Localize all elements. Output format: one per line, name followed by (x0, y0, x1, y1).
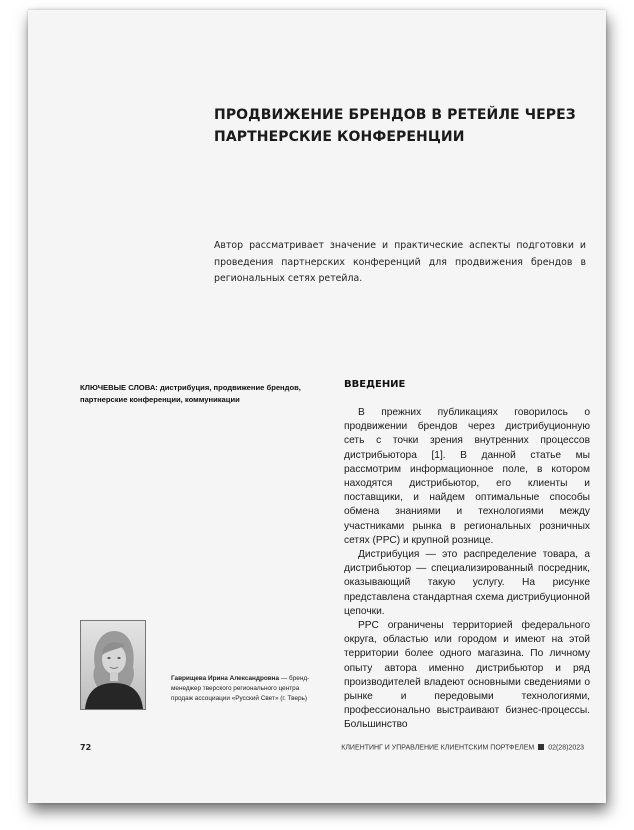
article-body (344, 406, 590, 733)
article-title: ПРОДВИЖЕНИЕ БРЕНДОВ В РЕТЕЙЛЕ ЧЕРЕЗ ПАРТНЕРСКИЕ КОНФЕРЕНЦИИ (214, 107, 576, 145)
author-portrait-icon (81, 621, 145, 709)
author-info (171, 674, 321, 704)
keywords: КЛЮЧЕВЫЕ СЛОВА: дистрибуция, продвижение брендов, партнерские конференции, коммуникации (80, 383, 301, 404)
body-paragraph: РРС ограничены территорией федерального округа, областью или городом и имеют на этой территории более одного магазина. По личному опыту автора именно дистрибьютор и ряд производителей владеют основными сведениями о рынке и передовыми технологиями, профессионально выстраивают бизнес-процессы. Большинство (344, 620, 590, 731)
page-number: 72 (80, 743, 92, 752)
introduction-heading: ВВЕДЕНИЕ (344, 379, 406, 390)
issue-number: 02(28)2023 (548, 744, 584, 752)
journal-name: КЛИЕНТИНГ И УПРАВЛЕНИЕ КЛИЕНТСКИМ ПОРТФЕЛЕМ (341, 744, 535, 752)
square-separator-icon (538, 744, 544, 750)
running-footer (341, 744, 584, 752)
author-description: — бренд-менеджер тверского регионального центра продаж ассоциации «Русский Свет» (г. Тверь) (171, 675, 310, 702)
author-name: Гаврищева Ирина Александровна (171, 675, 280, 682)
article-abstract: Автор рассматривает значение и практические аспекты подготовки и проведения партнерских конференций для продвижения брендов в региональных сетях ретейла. (214, 240, 586, 284)
body-paragraph: Дистрибуция — это распределение товара, а дистрибьютор — специализированный посредник, оказывающий такую услугу. На рисунке представлена стандартная схема дистрибуционной цепочки. (344, 549, 590, 617)
journal-page (28, 10, 606, 803)
author-photo (80, 620, 146, 710)
body-paragraph: В прежних публикациях говорилось о продвижении брендов через дистрибуционную сеть с точки зрения внутренних процессов дистрибьютора [1]. В данной статье мы рассмотрим информационное поле, в котором находятся дистрибьютор, его клиенты и поставщики, и найдем оптимальные способы обмена знаниями и технологиями между участниками рынка в региональных розничных сетях (РРС) и крупной рознице. (344, 407, 590, 546)
